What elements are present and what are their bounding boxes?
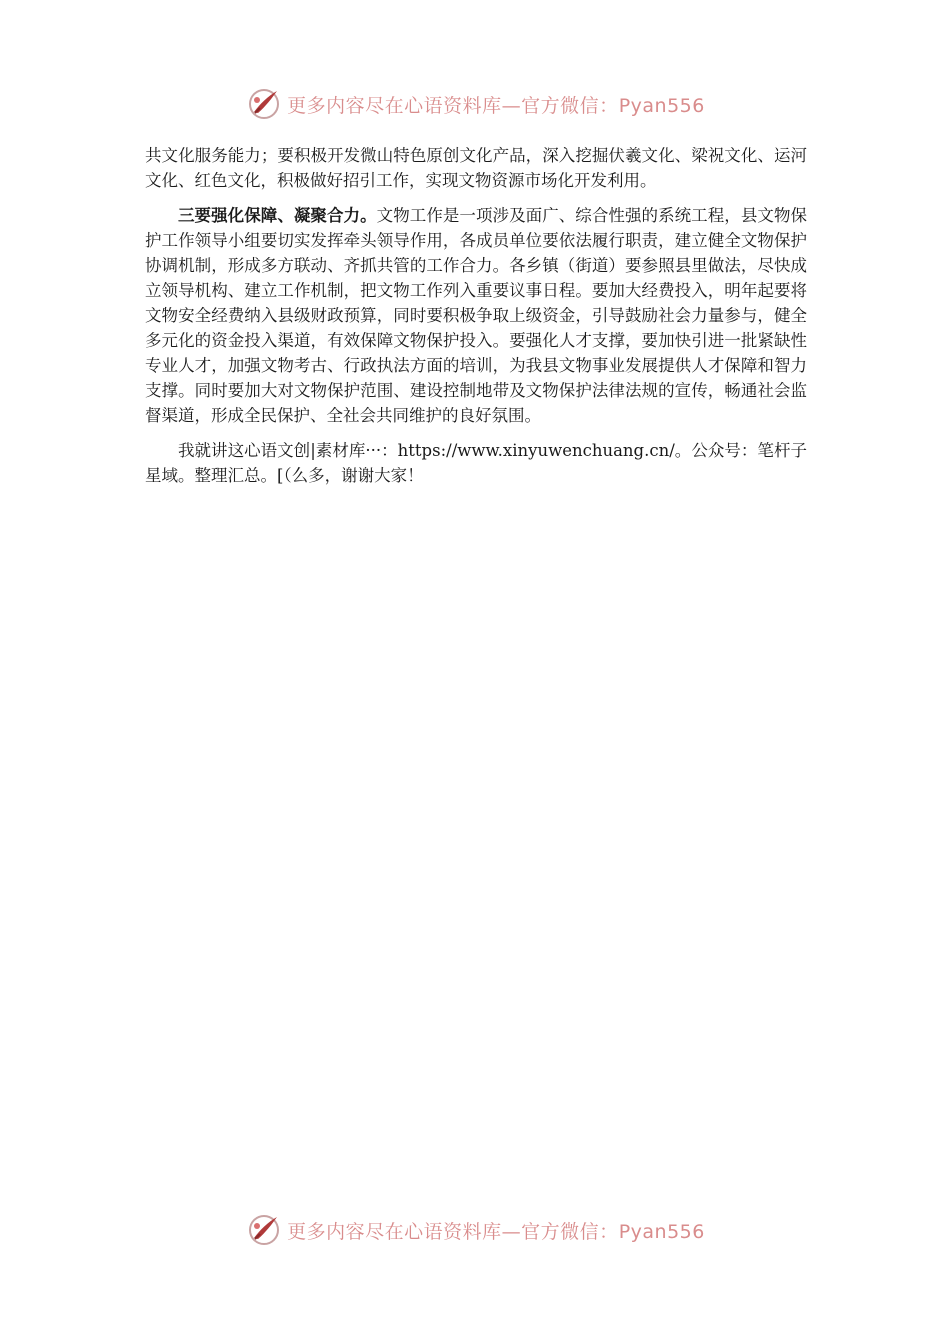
paragraph-2-text: 文物工作是一项涉及面广、综合性强的系统工程，县文物保护工作领导小组要切实发挥牵头领导作用，各成员单位要依法履行职责，建立健全文物保护协调机制，形成多方联动、齐抓共管的工作合力。各乡镇（街道）要参照县里做法，尽快成立领导机构、建立工作机制，把文物工作列入重要议事日程。要加大经费投入，明年起要将文物安全经费纳入县级财政预算，同时要积极争取上级资金，引导鼓励社会力量参与，健全多元化的资金投入渠道，有效保障文物保护投入。要强化人才支撑，要加快引进一批紧缺性专业人才，加强文物考古、行政执法方面的培训，为我县文物事业发展提供人才保障和智力支撑。同时要加大对文物保护范围、建设控制地带及文物保护法律法规的宣传，畅通社会监督渠道，形成全民保护、全社会共同维护的良好氛围。 <box>145 206 808 425</box>
banner-separator: — <box>501 94 522 117</box>
banner-separator: — <box>501 1220 522 1243</box>
footer-banner <box>0 1210 950 1250</box>
paragraph-3: 我就讲这心语文创|素材库···：https://www.xinyuwenchuang.cn/。公众号：笔杆子星域。整理汇总。[（么多，谢谢大家！ <box>145 441 807 485</box>
banner-wechat-label: 官方微信： <box>521 94 619 117</box>
quill-pen-logo-icon <box>245 1211 283 1249</box>
header-banner <box>0 84 950 124</box>
banner-site-text: 更多内容尽在心语资料库 <box>287 94 502 117</box>
banner-text <box>287 1217 705 1244</box>
banner-site-text: 更多内容尽在心语资料库 <box>287 1220 502 1243</box>
paragraph-1: 共文化服务能力；要积极开发微山特色原创文化产品，深入挖掘伏羲文化、梁祝文化、运河文化、红色文化，积极做好招引工作，实现文物资源市场化开发利用。 <box>145 146 807 190</box>
banner-wechat-id: Pyan556 <box>618 94 705 117</box>
banner-text <box>287 91 705 118</box>
banner-wechat-label: 官方微信： <box>521 1220 619 1243</box>
paragraph-2-lead: 三要强化保障、凝聚合力。 <box>178 206 377 225</box>
document-body <box>145 143 807 498</box>
quill-pen-logo-icon <box>245 85 283 123</box>
banner-wechat-id: Pyan556 <box>618 1220 705 1243</box>
paragraph-2 <box>145 203 807 428</box>
